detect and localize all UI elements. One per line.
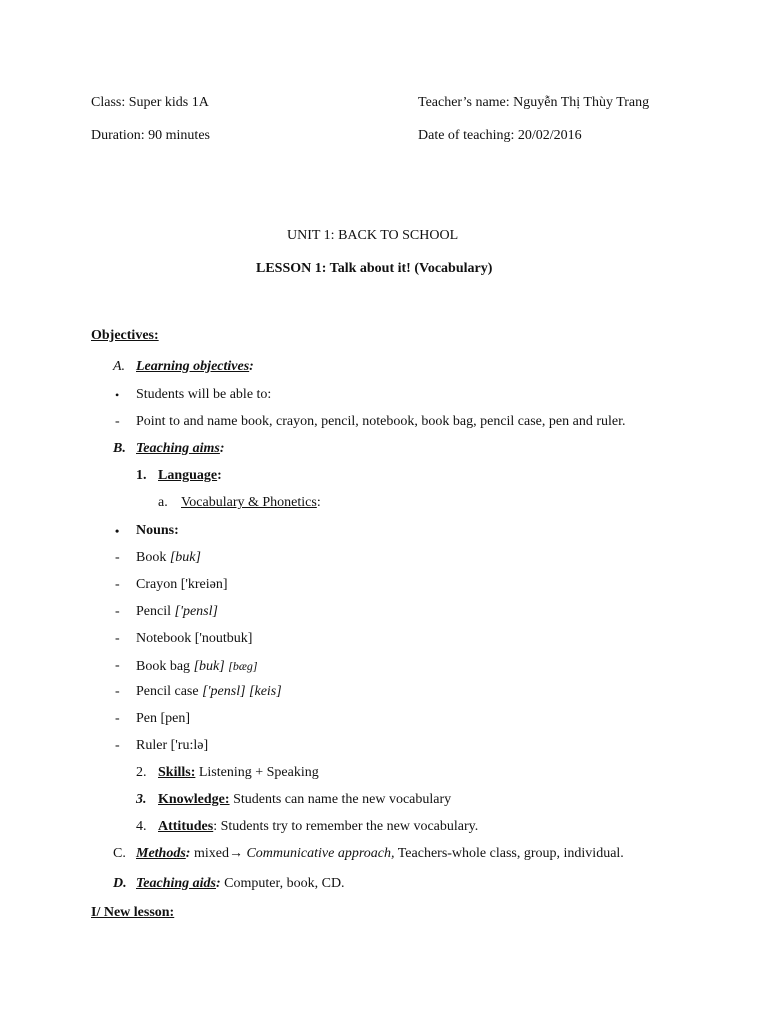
skills-line bbox=[158, 764, 319, 782]
skills-number: 2. bbox=[136, 765, 147, 780]
nouns-label: Nouns: bbox=[136, 523, 179, 538]
knowledge-line bbox=[158, 791, 451, 809]
skills-label: Skills: bbox=[158, 765, 196, 780]
vocab-colon: : bbox=[316, 495, 321, 510]
teaching-aids-text: Computer, book, CD. bbox=[220, 876, 345, 891]
language-colon: : bbox=[217, 468, 222, 483]
vocab-heading bbox=[181, 494, 321, 512]
teaching-aids-line bbox=[136, 875, 345, 893]
knowledge-text: Students can name the new vocabulary bbox=[229, 792, 452, 807]
section-b-colon: : bbox=[219, 441, 225, 456]
skills-text: Listening + Speaking bbox=[195, 765, 319, 780]
dash-marker: - bbox=[115, 550, 120, 565]
list-item bbox=[136, 710, 190, 728]
noun-ipa: ['pensl] bbox=[174, 604, 218, 619]
vocab-label: Vocabulary & Phonetics bbox=[181, 495, 317, 510]
arrow-right-icon: → bbox=[228, 846, 243, 861]
list-item bbox=[136, 683, 282, 701]
knowledge-label: Knowledge: bbox=[158, 792, 230, 807]
list-item bbox=[136, 603, 218, 621]
dash-marker: - bbox=[115, 414, 120, 429]
unit-title: UNIT 1: BACK TO SCHOOL bbox=[287, 228, 459, 243]
list-item bbox=[136, 576, 228, 594]
dash-marker: - bbox=[115, 604, 120, 619]
new-lesson-heading: I/ New lesson: bbox=[91, 905, 175, 920]
section-b-marker: B. bbox=[113, 441, 126, 456]
noun-ipa-secondary: [bæg] bbox=[228, 659, 258, 673]
section-a-marker: A. bbox=[113, 359, 126, 374]
knowledge-number: 3. bbox=[136, 792, 147, 807]
language-label: Language bbox=[158, 468, 218, 483]
attitudes-label: Attitudes bbox=[158, 819, 214, 834]
attitudes-number: 4. bbox=[136, 819, 147, 834]
list-item bbox=[136, 657, 258, 676]
methods-label: Methods bbox=[136, 846, 186, 861]
section-b-heading bbox=[136, 440, 225, 458]
noun-ipa: ['pensl] [keis] bbox=[202, 684, 282, 699]
bullet-icon: • bbox=[115, 524, 120, 538]
list-item bbox=[136, 630, 252, 648]
methods-colon: : bbox=[185, 846, 191, 861]
list-item bbox=[136, 737, 208, 755]
language-heading bbox=[158, 467, 222, 485]
lesson-title: LESSON 1: Talk about it! (Vocabulary) bbox=[256, 261, 493, 276]
objectives-heading: Objectives: bbox=[91, 328, 159, 343]
class-info: Class: Super kids 1A bbox=[91, 95, 209, 110]
duration: Duration: 90 minutes bbox=[91, 128, 210, 143]
noun-word: Book bag bbox=[136, 659, 194, 674]
methods-approach: Communicative approach, bbox=[242, 846, 395, 861]
list-item bbox=[136, 549, 201, 567]
noun-word: Crayon ['kreiən] bbox=[136, 577, 228, 592]
bullet-icon: • bbox=[115, 388, 120, 402]
methods-mixed: mixed bbox=[190, 846, 229, 861]
dash-marker: - bbox=[115, 684, 120, 699]
dash-marker: - bbox=[115, 738, 120, 753]
noun-ipa: [buk] bbox=[169, 550, 201, 565]
attitudes-text: : Students try to remember the new vocabulary. bbox=[213, 819, 479, 834]
noun-word: Pencil case bbox=[136, 684, 203, 699]
noun-word: Ruler ['ru:lə] bbox=[136, 738, 209, 753]
section-d-marker: D. bbox=[113, 876, 127, 891]
vocab-marker: a. bbox=[158, 495, 168, 510]
teaching-aids-colon: : bbox=[216, 876, 221, 891]
noun-word: Pencil bbox=[136, 604, 175, 619]
language-number: 1. bbox=[136, 468, 147, 483]
section-a-colon: : bbox=[249, 359, 254, 374]
noun-word: Notebook ['noutbuk] bbox=[136, 631, 253, 646]
teaching-aids-label: Teaching aids bbox=[136, 876, 216, 891]
section-c-marker: C. bbox=[113, 846, 126, 861]
dash-marker: - bbox=[115, 631, 120, 646]
dash-marker: - bbox=[115, 577, 120, 592]
learning-point: Point to and name book, crayon, pencil, notebook, book bag, pencil case, pen and ruler. bbox=[136, 414, 626, 429]
section-a-label: Learning objectives bbox=[136, 359, 250, 374]
dash-marker: - bbox=[115, 711, 120, 726]
dash-marker: - bbox=[115, 658, 120, 673]
noun-word: Book bbox=[136, 550, 170, 565]
methods-line bbox=[136, 845, 624, 863]
date-of-teaching: Date of teaching: 20/02/2016 bbox=[418, 128, 582, 143]
attitudes-line bbox=[158, 818, 478, 836]
teacher-name: Teacher’s name: Nguyễn Thị Thùy Trang bbox=[418, 95, 650, 110]
section-a-heading bbox=[136, 358, 254, 376]
learning-intro: Students will be able to: bbox=[136, 387, 272, 402]
noun-ipa: [buk] bbox=[193, 659, 229, 674]
methods-rest: Teachers-whole class, group, individual. bbox=[394, 846, 624, 861]
section-b-label: Teaching aims bbox=[136, 441, 220, 456]
noun-word: Pen [pen] bbox=[136, 711, 191, 726]
